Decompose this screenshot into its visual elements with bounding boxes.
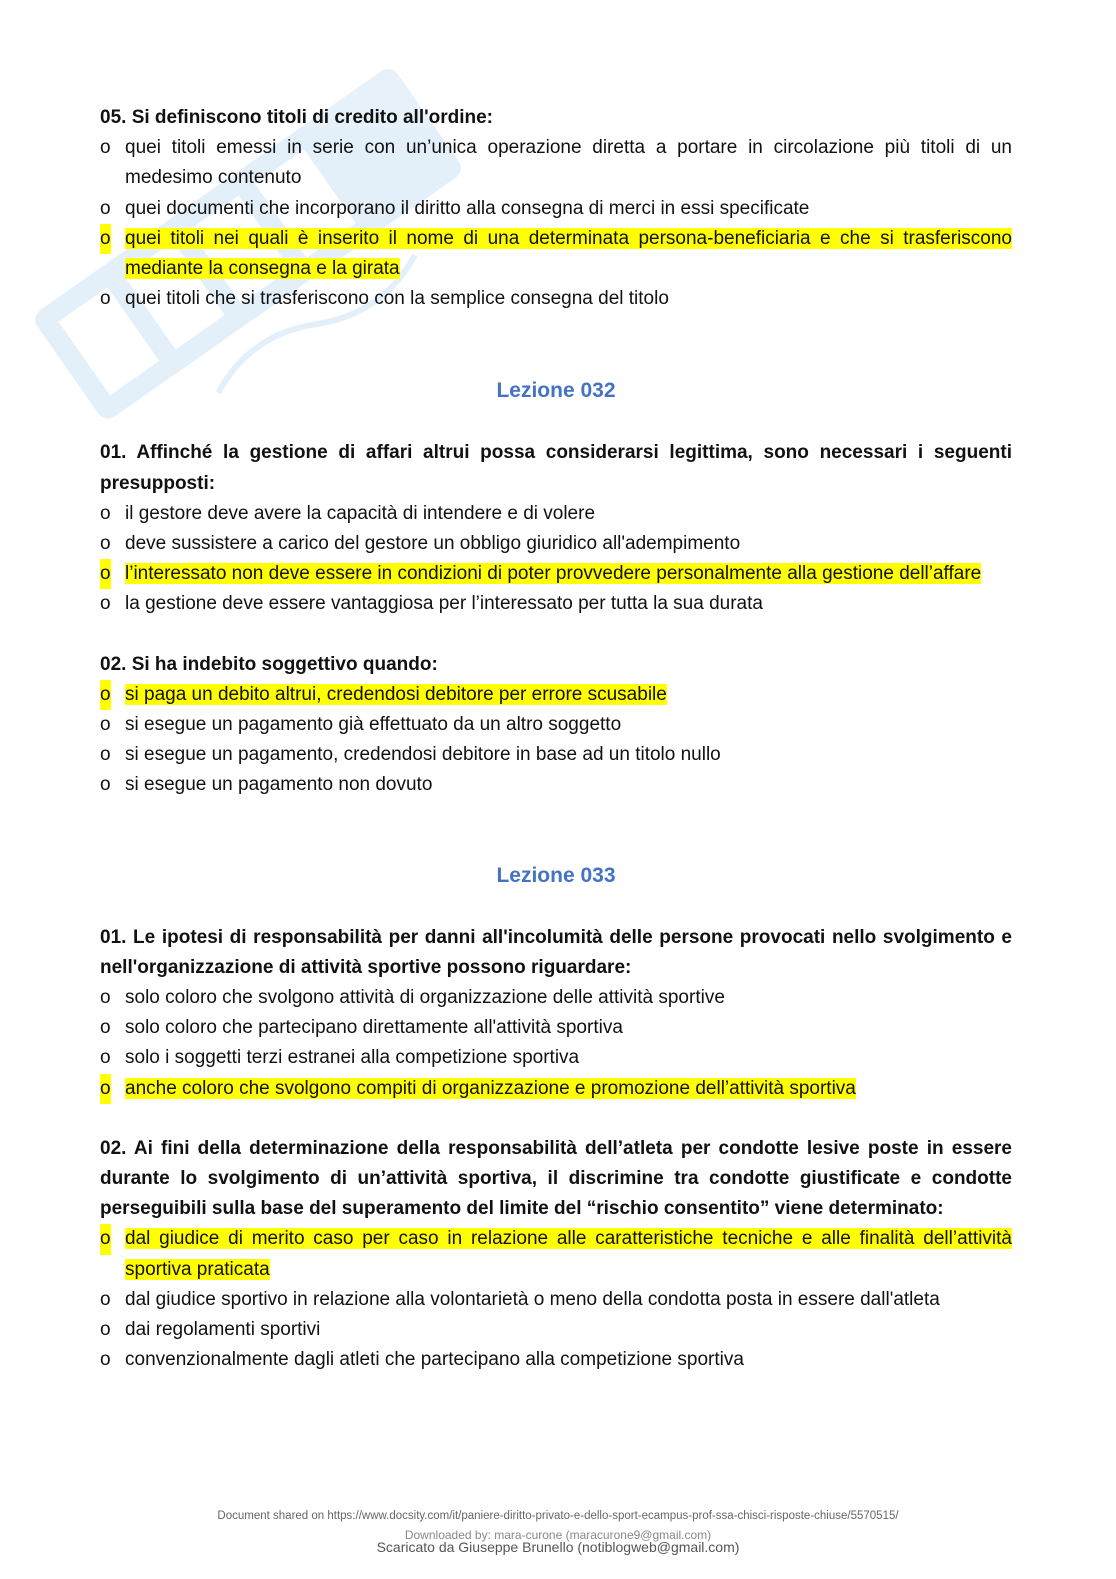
question-01 bbox=[100, 438, 1012, 619]
footer-downloaded-by: Downloaded by: mara-curone (maracurone9@gmail.com) bbox=[404, 1528, 712, 1542]
answer-option: o deve sussistere a carico del gestore un obbligo giuridico all'adempimento bbox=[100, 529, 1012, 559]
bullet-icon: o bbox=[100, 197, 111, 219]
bullet-icon: o bbox=[100, 714, 111, 736]
answer-list bbox=[100, 1224, 1012, 1375]
answer-option: o quei titoli che si trasferiscono con la semplice consegna del titolo bbox=[100, 284, 1012, 314]
question-05 bbox=[100, 103, 1012, 314]
question-01 bbox=[100, 923, 1012, 1104]
bullet-icon: o bbox=[100, 137, 111, 159]
answer-option: o si esegue un pagamento, credendosi debitore in base ad un titolo nullo bbox=[100, 740, 1012, 770]
bullet-icon: o bbox=[100, 559, 111, 589]
question-02 bbox=[100, 650, 1012, 801]
bullet-icon: o bbox=[100, 502, 111, 524]
bullet-icon: o bbox=[100, 1224, 111, 1254]
bullet-icon: o bbox=[100, 1319, 111, 1341]
answer-option: o solo i soggetti terzi estranei alla competizione sportiva bbox=[100, 1043, 1012, 1073]
answer-option-correct: o quei titoli nei quali è inserito il nome di una determinata persona-beneficiaria e che si trasferiscono mediante la consegna e la girata bbox=[100, 224, 1012, 284]
answer-list bbox=[100, 133, 1012, 314]
answer-option: o quei titoli emessi in serie con un’unica operazione diretta a portare in circolazione più titoli di un medesimo contenuto bbox=[100, 133, 1012, 193]
bullet-icon: o bbox=[100, 774, 111, 796]
bullet-icon: o bbox=[100, 987, 111, 1009]
bullet-icon: o bbox=[100, 1017, 111, 1039]
answer-option: o solo coloro che partecipano direttamente all'attività sportiva bbox=[100, 1013, 1012, 1043]
answer-option: o dal giudice sportivo in relazione alla volontarietà o meno della condotta posta in essere dall'atleta bbox=[100, 1285, 1012, 1315]
answer-option-correct: o si paga un debito altrui, credendosi debitore per errore scusabile bbox=[100, 680, 1012, 710]
bullet-icon: o bbox=[100, 1074, 111, 1104]
bullet-icon: o bbox=[100, 1288, 111, 1310]
footer-scaricato-da: Scaricato da Giuseppe Brunello (notiblogweb@gmail.com) bbox=[376, 1539, 740, 1555]
document-body bbox=[100, 103, 1012, 1406]
answer-option-correct: o l’interessato non deve essere in condizioni di poter provvedere personalmente alla gestione dell’affare bbox=[100, 559, 1012, 589]
answer-list bbox=[100, 499, 1012, 620]
question-title: 01. Le ipotesi di responsabilità per danni all'incolumità delle persone provocati nello svolgimento e nell'organizzazione di attività sportive possono riguardare: bbox=[100, 926, 1012, 978]
answer-option: o si esegue un pagamento già effettuato da un altro soggetto bbox=[100, 710, 1012, 740]
bullet-icon: o bbox=[100, 1047, 111, 1069]
answer-option: o la gestione deve essere vantaggiosa per l’interessato per tutta la sua durata bbox=[100, 589, 1012, 619]
question-title: 02. Ai fini della determinazione della responsabilità dell’atleta per condotte lesive poste in essere durante lo svolgimento di un’attività sportiva, il discrimine tra condotte giustificate e condotte perseguibili sulla base del superamento del limite del “rischio consentito” viene determinato: bbox=[100, 1137, 1012, 1220]
lesson-heading: Lezione 032 bbox=[496, 379, 616, 403]
answer-list bbox=[100, 983, 1012, 1104]
bullet-icon: o bbox=[100, 593, 111, 615]
answer-option-correct: o anche coloro che svolgono compiti di organizzazione e promozione dell’attività sportiva bbox=[100, 1074, 1012, 1104]
footer-shared-link[interactable]: Document shared on https://www.docsity.com/it/paniere-diritto-privato-e-dello-sport-ecampus-prof-ssa-chisci-risposte-chiuse/5570515/ bbox=[217, 1510, 899, 1522]
answer-option: o dai regolamenti sportivi bbox=[100, 1315, 1012, 1345]
lesson-heading: Lezione 033 bbox=[496, 863, 616, 887]
bullet-icon: o bbox=[100, 744, 111, 766]
bullet-icon: o bbox=[100, 680, 111, 710]
bullet-icon: o bbox=[100, 533, 111, 555]
answer-option: o quei documenti che incorporano il diritto alla consegna di merci in essi specificate bbox=[100, 194, 1012, 224]
answer-list bbox=[100, 680, 1012, 801]
bullet-icon: o bbox=[100, 1349, 111, 1371]
bullet-icon: o bbox=[100, 288, 111, 310]
question-title: 02. Si ha indebito soggettivo quando: bbox=[100, 653, 438, 675]
bullet-icon: o bbox=[100, 224, 111, 254]
answer-option: o il gestore deve avere la capacità di intendere e di volere bbox=[100, 499, 1012, 529]
question-02 bbox=[100, 1134, 1012, 1376]
answer-option: o solo coloro che svolgono attività di organizzazione delle attività sportive bbox=[100, 983, 1012, 1013]
answer-option-correct: o dal giudice di merito caso per caso in relazione alle caratteristiche tecniche e alle finalità dell’attività sportiva praticata bbox=[100, 1224, 1012, 1284]
answer-option: o si esegue un pagamento non dovuto bbox=[100, 770, 1012, 800]
question-title: 01. Affinché la gestione di affari altrui possa considerarsi legittima, sono necessari i seguenti presupposti: bbox=[100, 442, 1012, 494]
answer-option: o convenzionalmente dagli atleti che partecipano alla competizione sportiva bbox=[100, 1345, 1012, 1375]
question-title: 05. Si definiscono titoli di credito all'ordine: bbox=[100, 107, 494, 128]
